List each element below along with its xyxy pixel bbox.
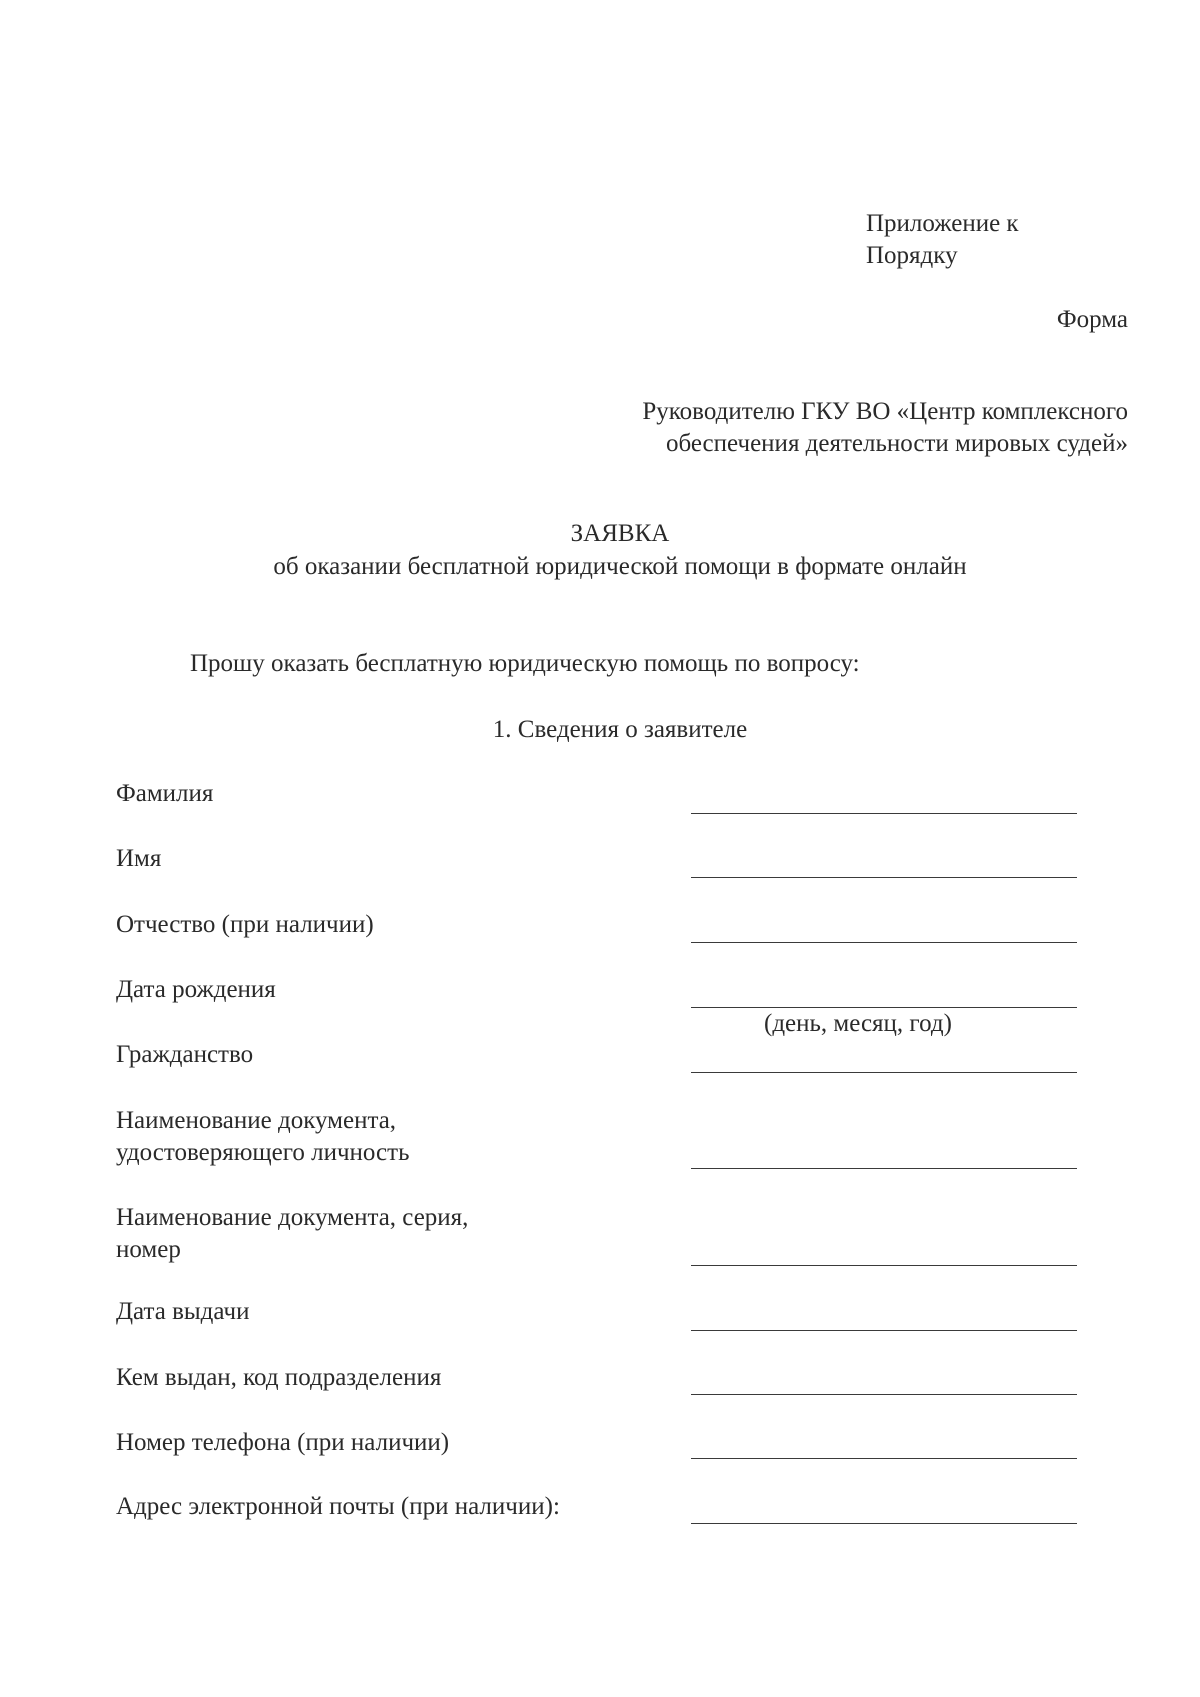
document-subtitle: об оказании бесплатной юридической помощи в формате онлайн [273,553,967,580]
field-line-document-series-number[interactable] [691,1265,1077,1266]
appendix-line-1: Приложение к [866,210,1019,237]
field-label-birth-date: Дата рождения [116,976,276,1003]
field-label-issued-by: Кем выдан, код подразделения [116,1364,442,1391]
identity-document-label-line-2: удостоверяющего личность [116,1139,410,1166]
document-title: ЗАЯВКА [570,520,670,547]
field-line-surname[interactable] [691,813,1077,814]
addressee-block [642,396,1128,460]
field-line-patronymic[interactable] [691,942,1077,943]
field-line-identity-document[interactable] [691,1168,1077,1169]
birth-date-hint: (день, месяц, год) [764,1010,952,1037]
field-label-patronymic: Отчество (при наличии) [116,911,374,938]
field-label-name: Имя [116,845,162,872]
appendix-reference [866,208,1019,272]
field-line-phone[interactable] [691,1458,1077,1459]
form-label: Форма [1056,306,1128,333]
field-label-phone: Номер телефона (при наличии) [116,1429,450,1456]
field-line-email[interactable] [691,1523,1077,1524]
field-label-document-series-number [116,1202,468,1266]
appendix-line-2: Порядку [866,242,958,269]
addressee-line-2: обеспечения деятельности мировых судей» [665,430,1128,457]
document-series-label-line-1: Наименование документа, серия, [116,1204,469,1231]
field-label-surname: Фамилия [116,780,214,807]
field-line-citizenship[interactable] [691,1072,1077,1073]
field-line-issue-date[interactable] [691,1330,1077,1331]
field-label-email: Адрес электронной почты (при наличии): [116,1493,560,1520]
identity-document-label-line-1: Наименование документа, [116,1107,397,1134]
field-line-issued-by[interactable] [691,1394,1077,1395]
document-series-label-line-2: номер [116,1236,181,1263]
field-label-citizenship: Гражданство [116,1041,254,1068]
request-text: Прошу оказать бесплатную юридическую помощь по вопросу: [190,650,860,677]
field-line-name[interactable] [691,877,1077,878]
field-label-identity-document [116,1105,409,1169]
addressee-line-1: Руководителю ГКУ ВО «Центр комплексного [642,398,1128,425]
section-title: 1. Сведения о заявителе [492,716,748,743]
field-label-issue-date: Дата выдачи [116,1298,250,1325]
